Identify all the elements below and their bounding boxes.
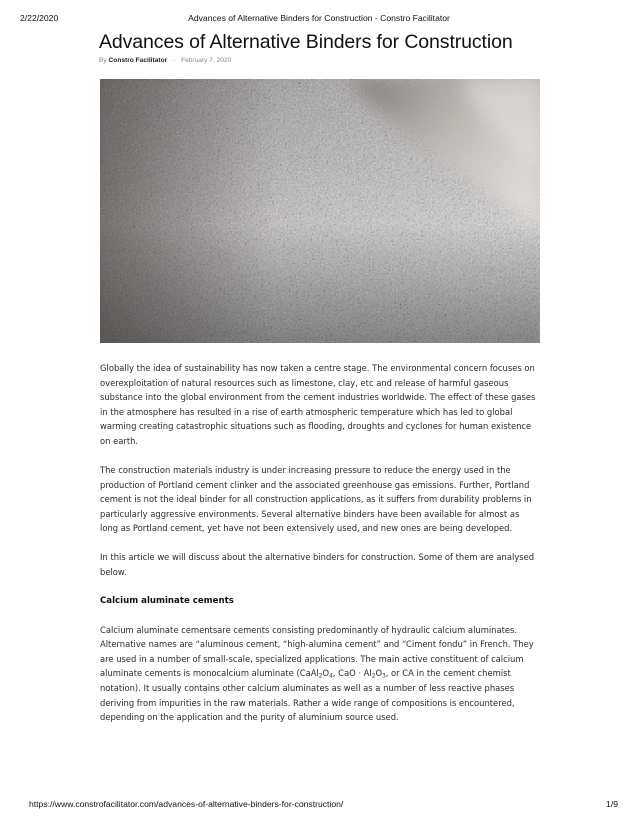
- publish-date: February 7, 2020: [181, 57, 232, 64]
- paragraph-sustainability: Globally the idea of sustainability has now taken a centre stage. The environmental concern focuses on overexploitation of natural resources such as limestone, clay, etc and release of harmful gaseous substance into the global environment from the cement industries worldwide. The effect of these gases in the atmosphere has resulted in a rise of earth atmospheric temperature which has led to global warming creating catastrophic situations such as flooding, droughts and cyclones for human existence on earth.: [100, 363, 536, 446]
- print-header: [0, 13, 638, 27]
- paragraph-industry-pressure: The construction materials industry is under increasing pressure to reduce the energy used in the production of Portland cement clinker and the associated greenhouse gas emissions. Further, Portland cement is not the ideal binder for all construction applications, as it suffers from durability problems in particularly aggressive environments. Several alternative binders have been available for almost as long as Portland cement, yet have not been extensively used, and new ones are being developed.: [100, 464, 532, 534]
- section-heading-calcium-aluminate: Calcium aluminate cements: [100, 595, 234, 606]
- article-body: [100, 361, 540, 739]
- hero-image-graphic: [100, 79, 540, 343]
- cac-text-mid: , CaO · Al: [332, 668, 372, 679]
- byline: [99, 57, 231, 64]
- print-footer: [0, 799, 638, 813]
- byline-separator: -: [173, 57, 176, 64]
- formula-al2o3: $_2O_3$: [371, 668, 386, 680]
- article-title: Advances of Alternative Binders for Construction: [99, 31, 513, 53]
- hero-image: [100, 79, 540, 343]
- formula-caal2o4: $CaAl_2O_4$: [299, 668, 333, 680]
- author-link[interactable]: Constro Facilitator: [108, 57, 168, 64]
- cac-text-2: , or CA in the cement chemist notation). It usually contains other calcium aluminates as well as a number of less reactive phases deriving from impurities in the raw materials. Rather a wide range of compositions is encountered, depending on the application and the purity of aluminium source used.: [100, 668, 515, 723]
- cac-text-1: Calcium aluminate cementsare cements consisting predominantly of hydraulic calcium aluminates. Alternative names are “aluminous cement, “high-alumina cement” and “Ciment fondu” in French. They are used in a number of small-scale, specialized applications. The main active constituent of calcium aluminate cements is monocalcium aluminate (: [100, 624, 534, 679]
- page-url[interactable]: https://www.constrofacilitator.com/advances-of-alternative-binders-for-construction/: [29, 799, 344, 809]
- page-number: 1/9: [606, 799, 618, 809]
- byline-prefix: By: [99, 57, 107, 64]
- paragraph-intro: In this article we will discuss about the alternative binders for construction. Some of them are analysed below.: [100, 552, 535, 577]
- print-page-title: Advances of Alternative Binders for Construction - Constro Facilitator: [188, 13, 450, 23]
- paragraph-calcium-aluminate: [100, 623, 540, 725]
- print-date: 2/22/2020: [20, 13, 59, 23]
